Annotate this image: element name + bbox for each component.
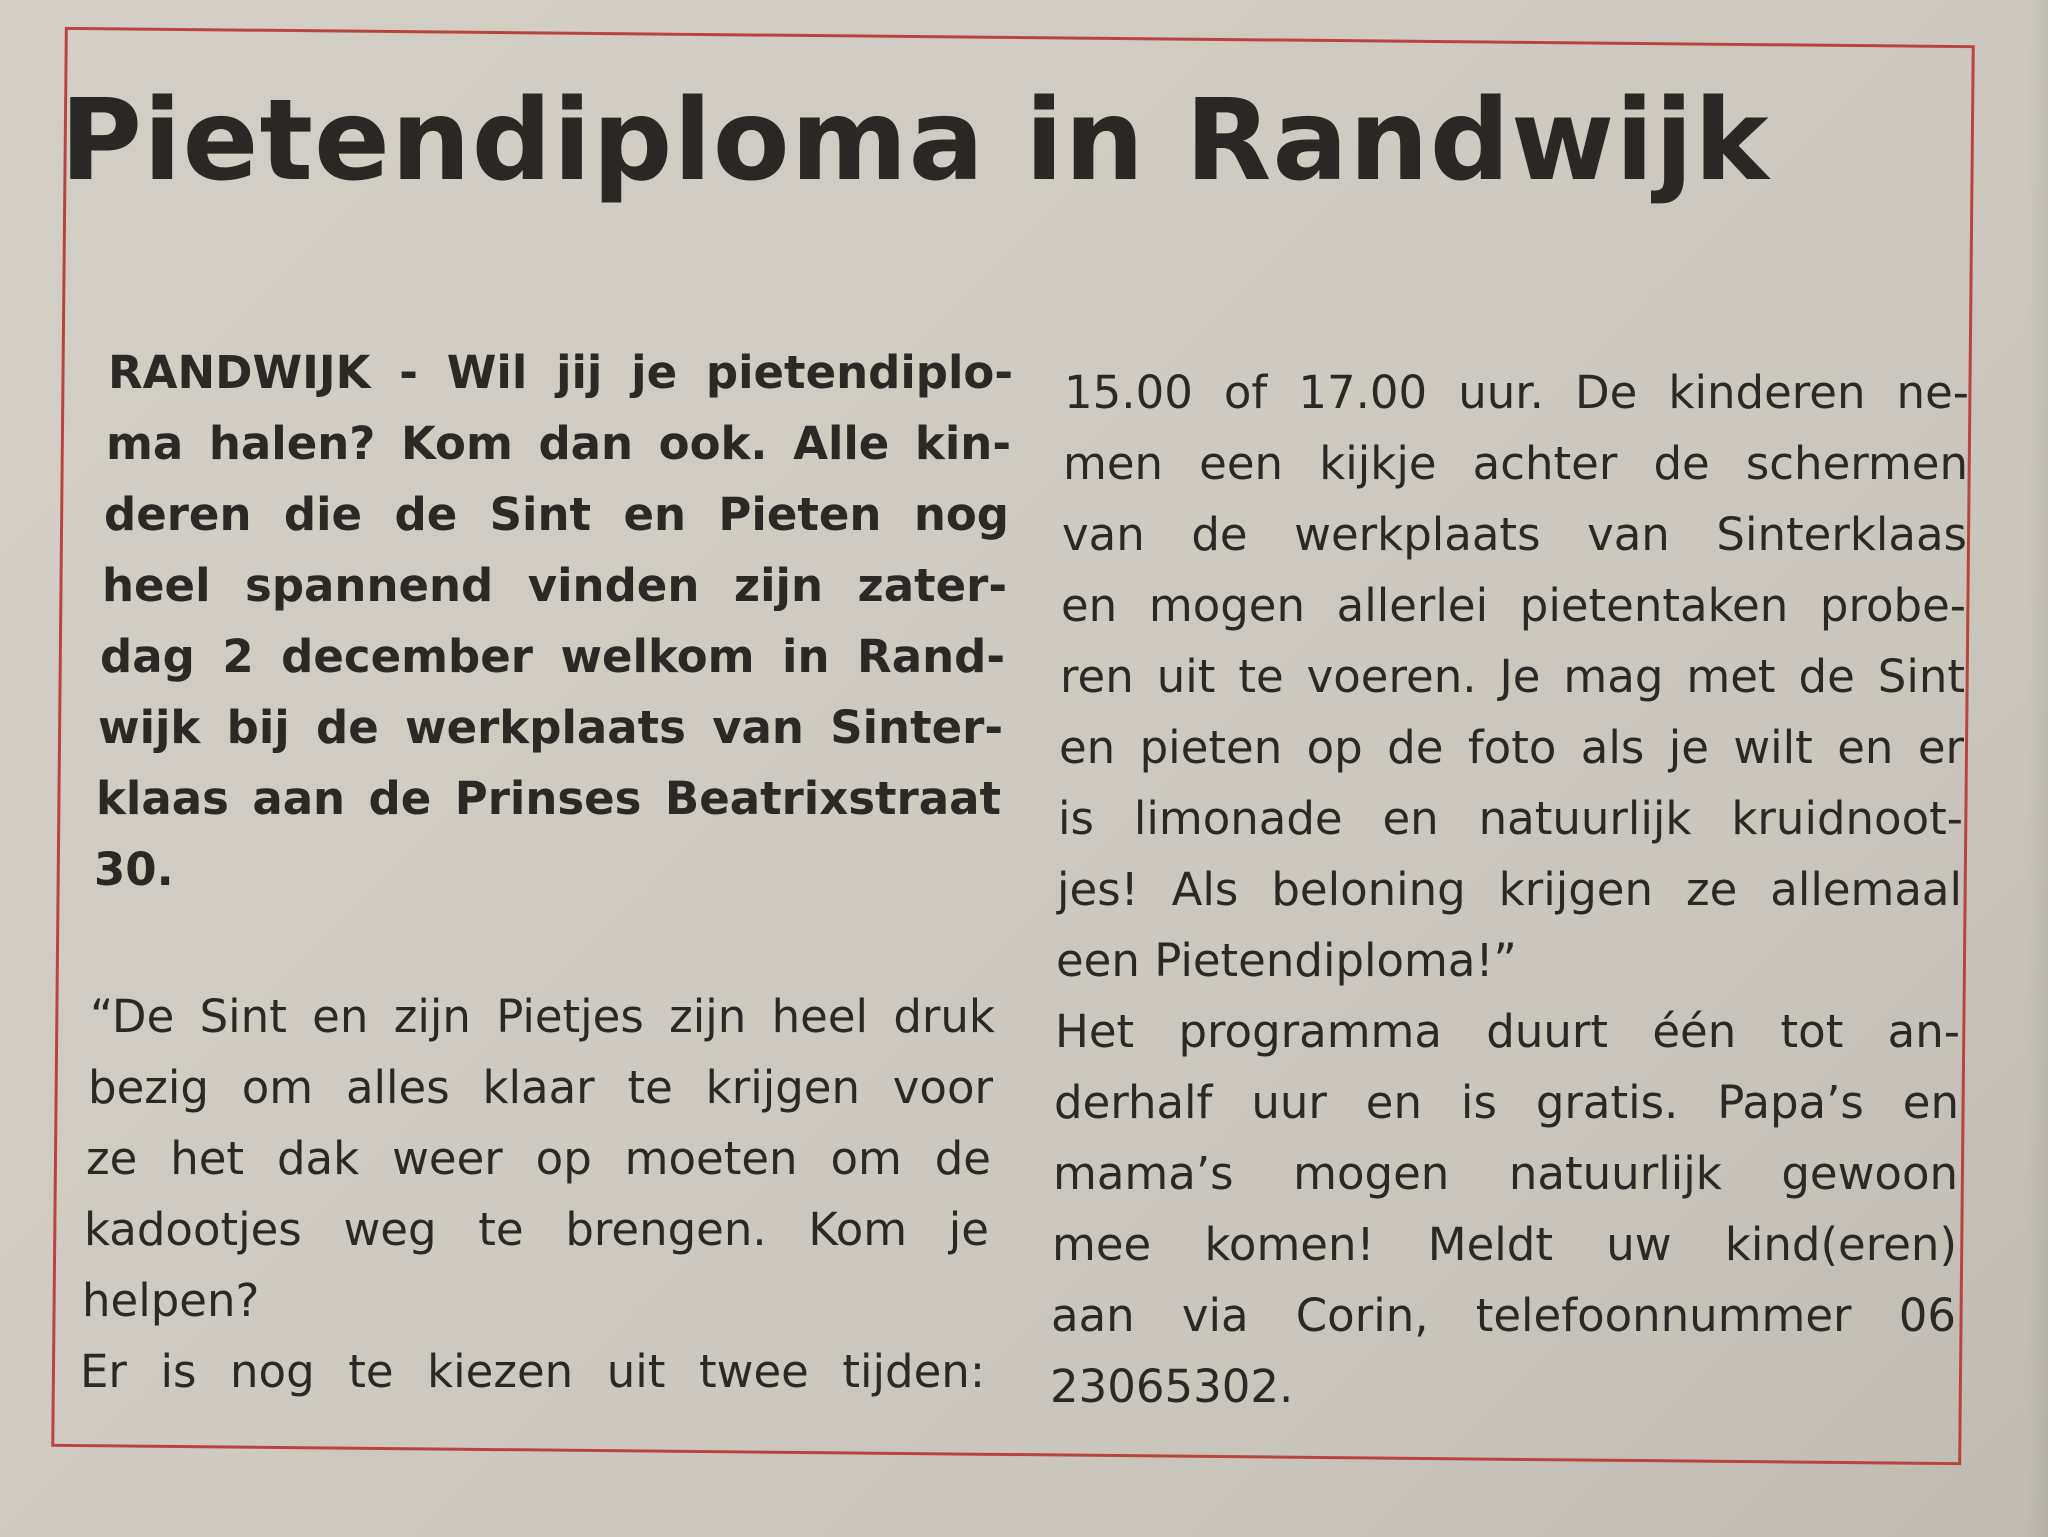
left-column-line: ze het dak weer op moeten om de [86, 1132, 991, 1185]
left-column-line: Er is nog te kiezen uit twee tijden: [80, 1345, 985, 1398]
right-column-line: en mogen allerlei pietentaken probe- [1061, 579, 1966, 632]
right-column-line: een Pietendiploma!” [1056, 934, 1517, 987]
left-column-line: dag 2 december welkom in Rand- [100, 630, 1005, 683]
adjacent-column-edge [2028, 0, 2048, 1537]
right-column-line: en pieten op de foto als je wilt en er [1059, 721, 1964, 774]
right-column-line: aan via Corin, telefoonnummer 06 [1051, 1289, 1956, 1342]
article-headline: Pietendiploma in Randwijk [60, 76, 1770, 206]
right-column-line: 23065302. [1050, 1360, 1294, 1413]
left-column-line: helpen? [82, 1274, 260, 1327]
left-column-line: “De Sint en zijn Pietjes zijn heel druk [90, 990, 995, 1043]
right-column-line: mama’s mogen natuurlijk gewoon [1053, 1147, 1958, 1200]
left-column-line: 30. [94, 843, 174, 896]
right-column-line: Het programma duurt één tot an- [1055, 1005, 1960, 1058]
left-column-line: deren die de Sint en Pieten nog [104, 488, 1009, 541]
left-column-line: heel spannend vinden zijn zater- [102, 559, 1007, 612]
left-column-line: kadootjes weg te brengen. Kom je [84, 1203, 989, 1256]
left-column-line: bezig om alles klaar te krijgen voor [88, 1061, 993, 1114]
right-column-line: is limonade en natuurlijk kruidnoot- [1058, 792, 1963, 845]
right-column-line: jes! Als beloning krijgen ze allemaal [1057, 863, 1962, 916]
left-column-line: wijk bij de werkplaats van Sinter- [98, 701, 1003, 754]
left-column-line: klaas aan de Prinses Beatrixstraat [96, 772, 1001, 825]
right-column-line: derhalf uur en is gratis. Papa’s en [1054, 1076, 1959, 1129]
right-column-line: van de werkplaats van Sinterklaas [1062, 508, 1967, 561]
left-column-line: ma halen? Kom dan ook. Alle kin- [106, 417, 1011, 470]
right-column-line: ren uit te voeren. Je mag met de Sint [1060, 650, 1965, 703]
right-column-line: mee komen! Meldt uw kind(eren) [1052, 1218, 1957, 1271]
left-column-line: RANDWIJK - Wil jij je pietendiplo- [108, 346, 1013, 399]
right-column-line: 15.00 of 17.00 uur. De kinderen ne- [1064, 366, 1969, 419]
right-column-line: men een kijkje achter de schermen [1063, 437, 1968, 490]
